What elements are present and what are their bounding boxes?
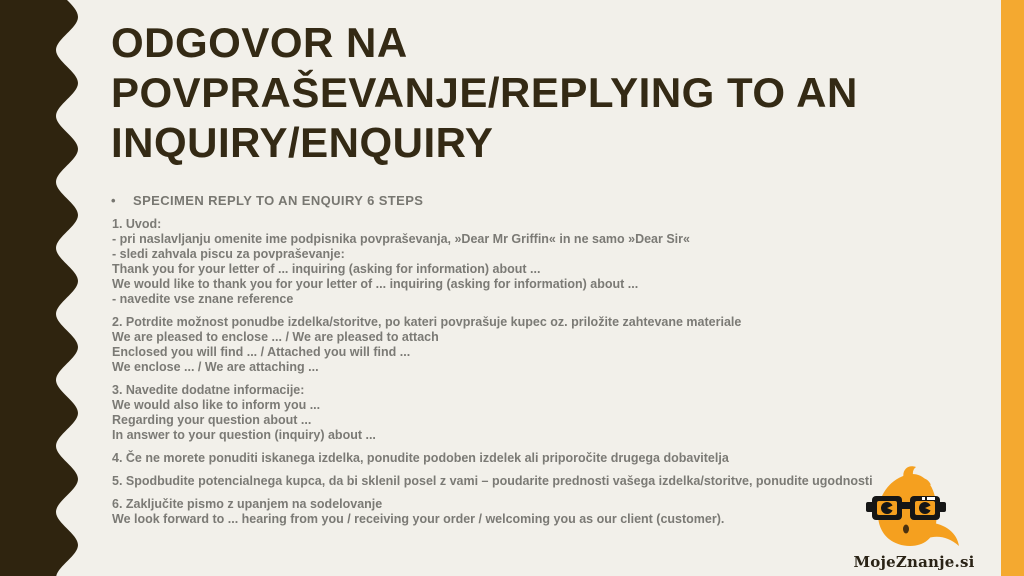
slide-title-line: INQUIRY/ENQUIRY [111,119,494,166]
brand-logo [853,466,975,571]
text-line: We are pleased to enclose ... / We are pleased to attach [112,330,439,344]
text-line: Regarding your question about ... [112,413,312,427]
text-line: We enclose ... / We are attaching ... [112,360,319,374]
step-4-section [112,451,1012,466]
text-line: 1. Uvod: [112,217,162,231]
text-line: 5. Spodbudite potencialnega kupca, da bi sklenil posel z vami – poudarite prednosti vašega izdelka/storitve, ponudite ugodnosti [112,474,873,488]
step-3-section [112,383,1012,443]
text-line: Thank you for your letter of ... inquiring (asking for information) about ... [112,262,541,276]
bullet-icon: • [111,193,116,208]
slide-title-line: POVPRAŠEVANJE/REPLYING TO AN [111,69,858,116]
text-line: In answer to your question (inquiry) about ... [112,428,376,442]
text-line: - pri naslavljanju omenite ime podpisnika povpraševanja, »Dear Mr Griffin« in ne samo »Dear Sir« [112,232,690,246]
text-line: 6. Zaključite pismo z upanjem na sodelovanje [112,497,383,511]
text-line: We look forward to ... hearing from you / receiving your order / welcoming you as our client (customer). [112,512,725,526]
text-line: We would like to thank you for your letter of ... inquiring (asking for information) about ... [112,277,639,291]
text-line: Enclosed you will find ... / Attached you will find ... [112,345,411,359]
bullet-heading [111,193,423,208]
text-line: - navedite vse znane reference [112,292,294,306]
brand-name: MojeZnanje.si [853,553,975,571]
step-2-section [112,315,1012,375]
bullet-heading-label: SPECIMEN REPLY TO AN ENQUIRY 6 STEPS [133,193,424,208]
step-1-section [112,217,1012,307]
owl-with-glasses-icon [862,466,966,552]
text-line: We would also like to inform you ... [112,398,321,412]
text-line: 2. Potrdite možnost ponudbe izdelka/storitve, po kateri povprašuje kupec oz. priložite zahtevane materiale [112,315,742,329]
text-line: 3. Navedite dodatne informacije: [112,383,305,397]
text-line: - sledi zahvala piscu za povpraševanje: [112,247,345,261]
text-line: 4. Če ne morete ponuditi iskanega izdelka, ponudite podoben izdelek ali priporočite drugega dobavitelja [112,451,729,465]
slide-title-line: ODGOVOR NA [111,19,408,66]
slide-title [111,18,991,168]
left-wave-decoration [0,0,100,576]
